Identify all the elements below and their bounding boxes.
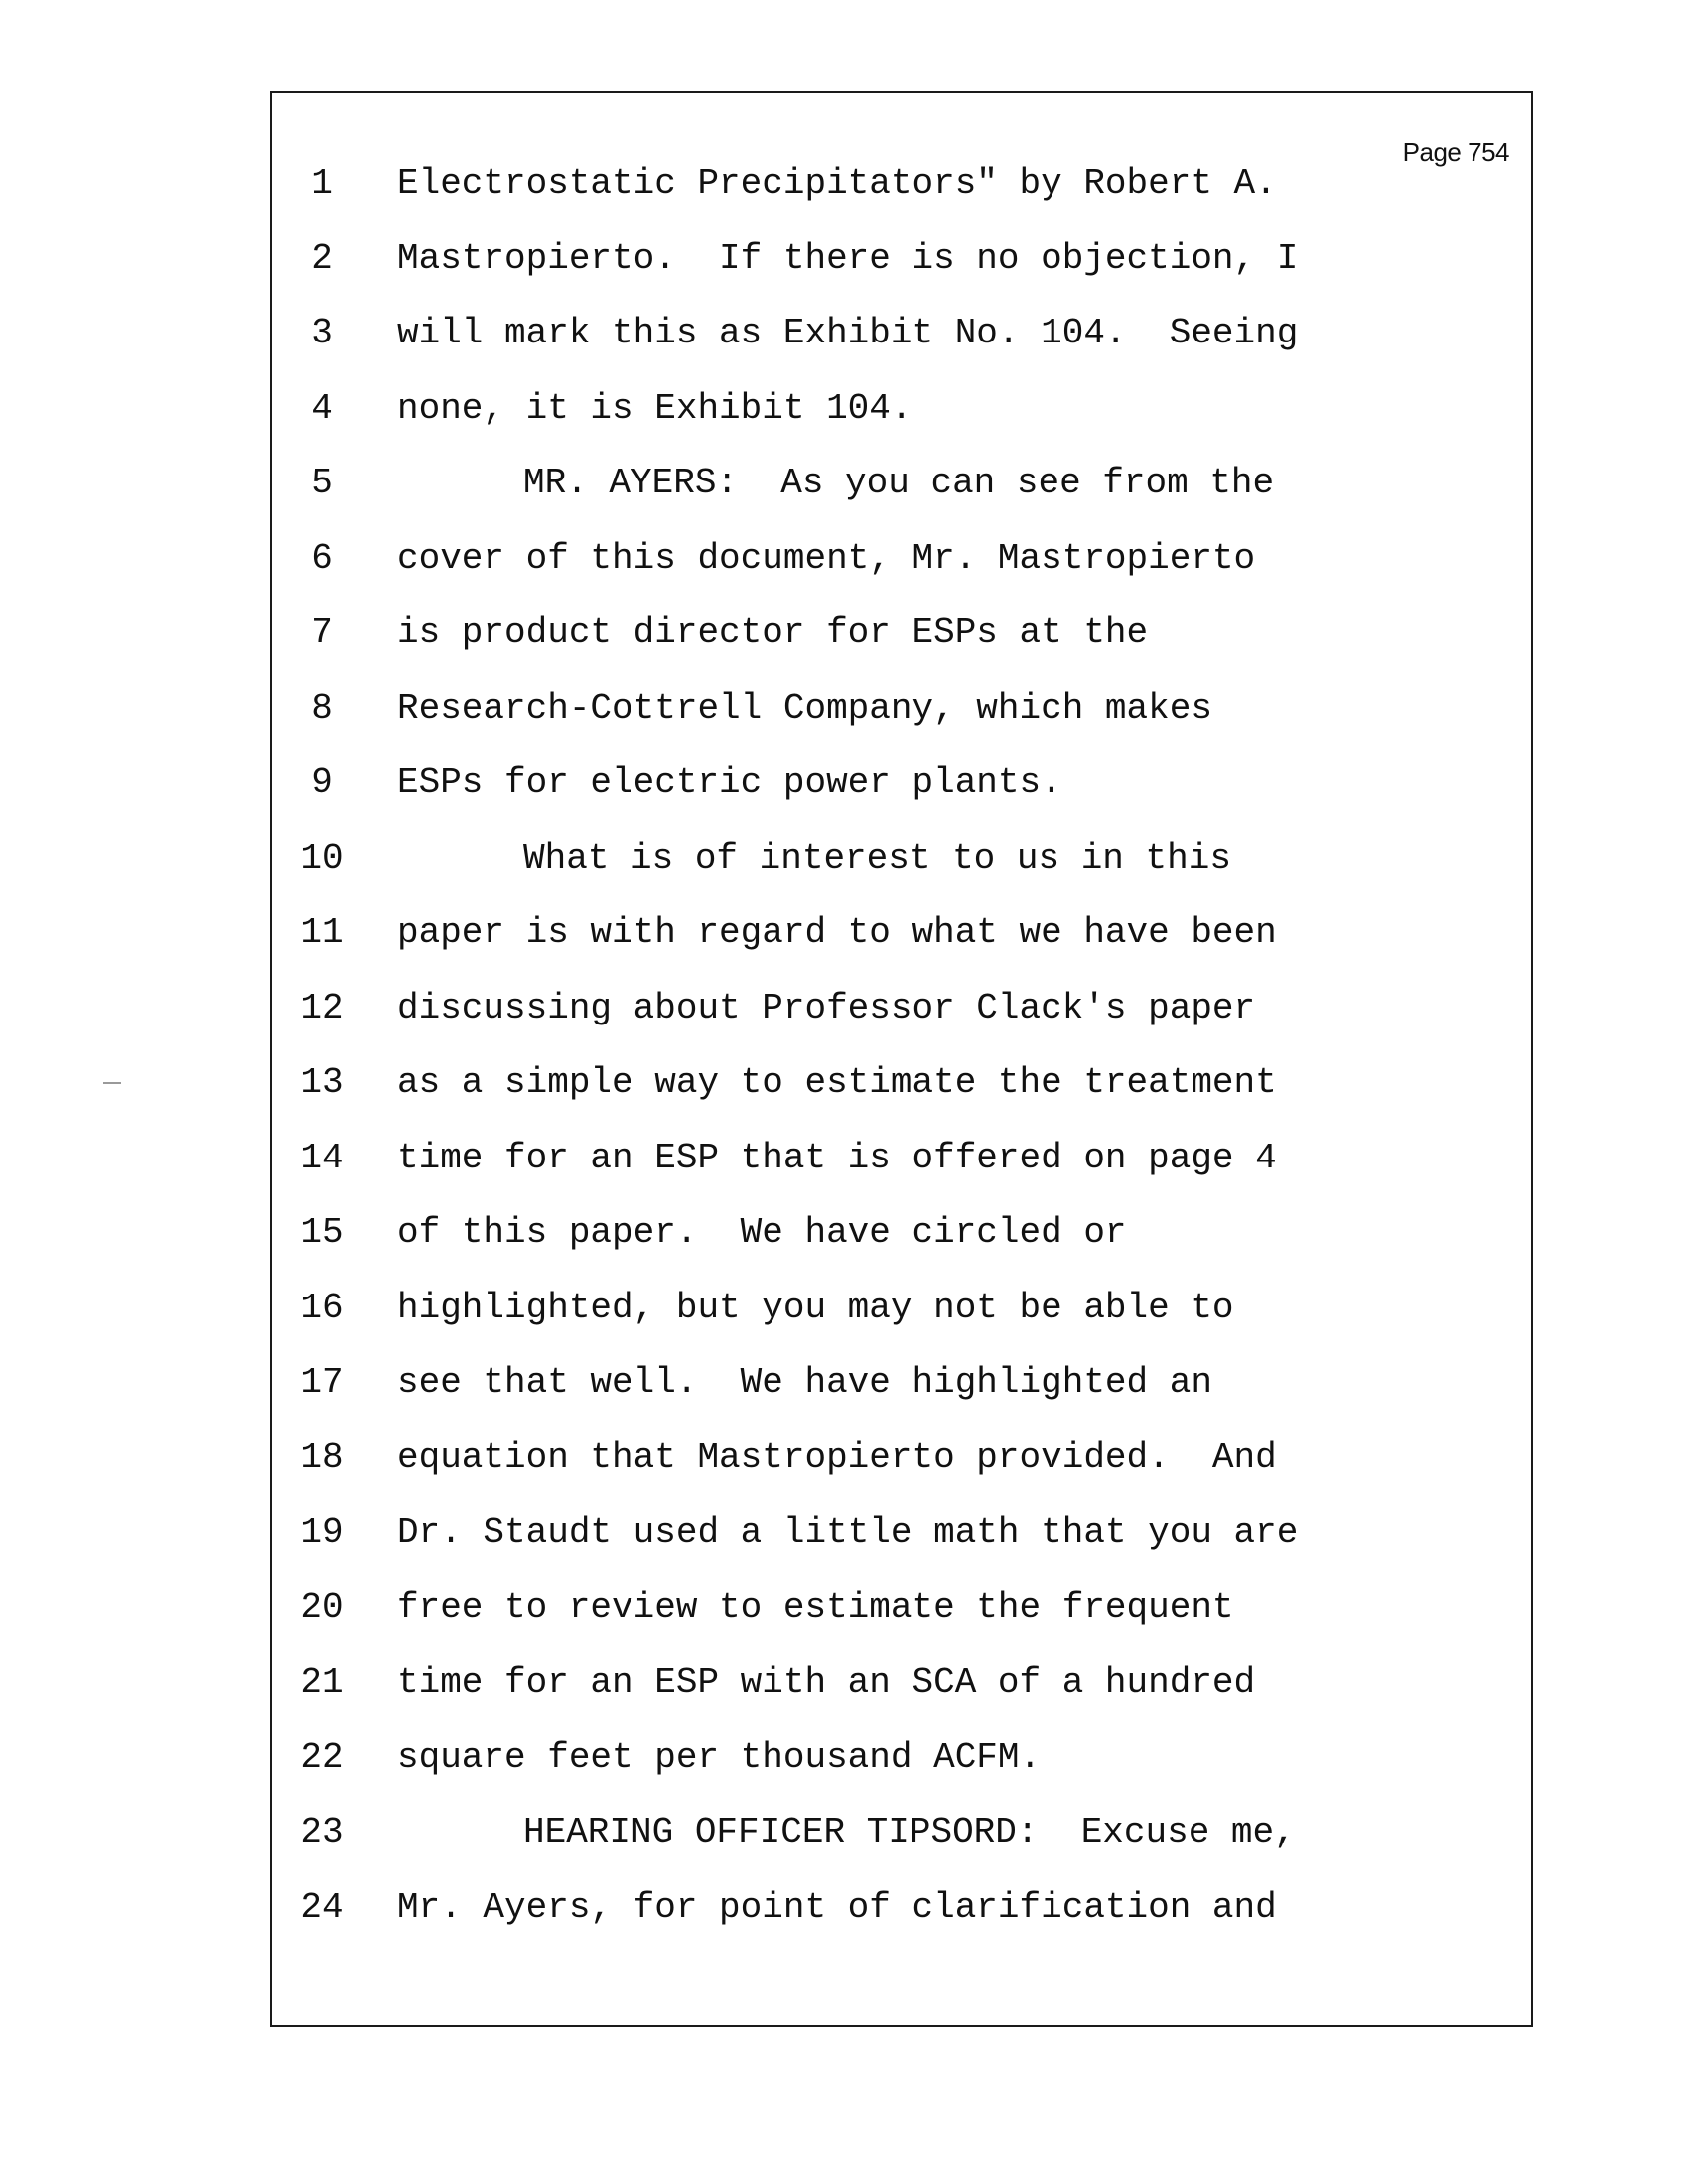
line-number: 13 [300,1062,344,1103]
transcript-line [272,1062,1531,1110]
line-text: square feet per thousand ACFM. [397,1736,1042,1778]
scan-artifact-mark [103,1082,121,1084]
transcript-line [272,1812,1531,1859]
line-text: ESPs for electric power plants. [397,762,1062,803]
line-number: 9 [311,762,333,803]
transcript-line [272,463,1531,510]
line-number: 16 [300,1287,344,1328]
line-text: Mr. Ayers, for point of clarification and [397,1886,1277,1928]
line-text: time for an ESP with an SCA of a hundred [397,1662,1256,1703]
line-text: MR. AYERS: As you can see from the [523,463,1275,503]
line-number: 12 [300,987,344,1028]
transcript-line [272,1737,1531,1785]
transcript-line [272,1362,1531,1410]
line-text: is product director for ESPs at the [397,613,1149,653]
transcript-line [272,762,1531,810]
line-number: 15 [300,1212,344,1253]
transcript-line [272,1212,1531,1260]
transcript-line [272,688,1531,736]
line-text: Research-Cottrell Company, which makes [397,687,1212,729]
line-number: 6 [311,537,333,579]
page-number: Page 754 [1402,137,1509,167]
line-text: What is of interest to us in this [523,837,1231,879]
line-number: 1 [311,163,333,204]
transcript-line [272,1437,1531,1485]
transcript-line [272,613,1531,660]
line-number: 3 [311,313,333,353]
line-text: time for an ESP that is offered on page 4 [397,1137,1277,1178]
line-number: 14 [300,1137,344,1178]
line-number: 21 [300,1662,344,1703]
transcript-line [272,1887,1531,1935]
line-text: will mark this as Exhibit No. 104. Seeing [397,313,1299,353]
transcript-line [272,1587,1531,1635]
transcript-line [272,163,1531,210]
transcript-line [272,313,1531,360]
line-number: 7 [311,613,333,653]
line-text: Dr. Staudt used a little math that you are [397,1512,1299,1553]
line-text: discussing about Professor Clack's paper [397,987,1256,1028]
line-number: 10 [300,837,344,879]
line-text: of this paper. We have circled or [397,1212,1127,1253]
line-number: 11 [300,912,344,953]
line-number: 23 [300,1812,344,1852]
line-number: 17 [300,1362,344,1403]
line-number: 8 [311,687,333,729]
transcript-line [272,1138,1531,1185]
line-text: Mastropierto. If there is no objection, I [397,237,1299,279]
line-number: 2 [311,237,333,279]
transcript-line [272,1512,1531,1560]
line-text: free to review to estimate the frequent [397,1586,1234,1628]
line-text: none, it is Exhibit 104. [397,387,912,429]
line-text: cover of this document, Mr. Mastropierto [397,537,1256,579]
line-number: 24 [300,1886,344,1928]
line-text: as a simple way to estimate the treatment [397,1062,1277,1103]
transcript-line [272,988,1531,1035]
line-text: see that well. We have highlighted an [397,1362,1212,1403]
transcript-page [270,91,1533,2027]
line-number: 19 [300,1512,344,1553]
transcript-line [272,1662,1531,1709]
line-text: paper is with regard to what we have been [397,912,1277,953]
line-number: 4 [311,387,333,429]
line-number: 18 [300,1436,344,1478]
line-text: Electrostatic Precipitators" by Robert A. [397,163,1277,204]
line-text: HEARING OFFICER TIPSORD: Excuse me, [523,1812,1296,1852]
transcript-line [272,912,1531,960]
line-number: 22 [300,1736,344,1778]
line-number: 20 [300,1586,344,1628]
transcript-line [272,388,1531,436]
line-text: highlighted, but you may not be able to [397,1287,1234,1328]
line-text: equation that Mastropierto provided. And [397,1436,1277,1478]
transcript-line [272,838,1531,886]
line-number: 5 [311,463,333,503]
transcript-line [272,538,1531,586]
transcript-line [272,238,1531,286]
transcript-line [272,1288,1531,1335]
